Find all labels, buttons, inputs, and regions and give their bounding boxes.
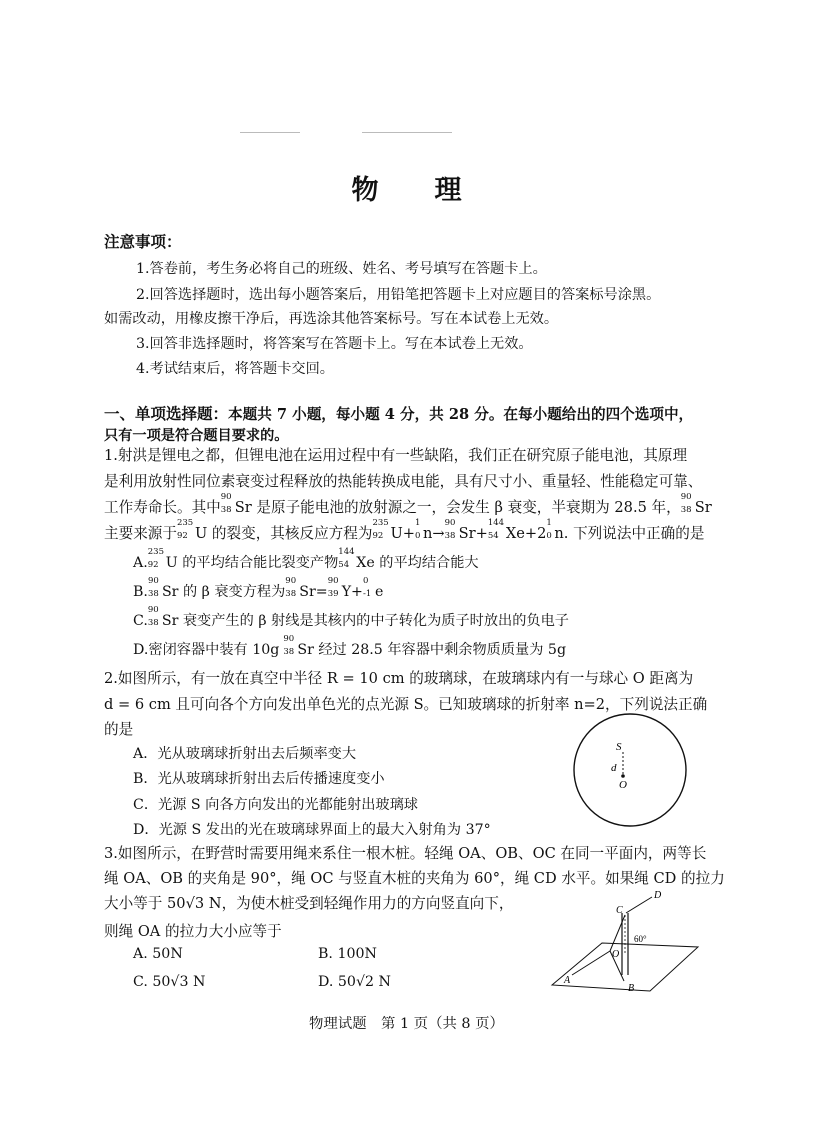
isotope-sr90: 90 38 xyxy=(680,492,692,515)
page-title: 物 理 xyxy=(351,175,462,206)
scan-mark xyxy=(362,132,452,133)
q2-option-a: A．光从玻璃球折射出去后频率变大 xyxy=(133,746,357,762)
isotope-sr90: 90 38 xyxy=(285,576,297,599)
notice-item: 4.考试结束后，将答题卡交回。 xyxy=(136,361,334,377)
q3-line: 3.如图所示，在野营时需要用绳来系住一根木桩。轻绳 OA、OB、OC 在同一平面内，两等长 xyxy=(104,845,707,862)
q3-option-a: A. 50N xyxy=(133,946,183,962)
isotope-y90: 90 39 xyxy=(327,576,339,599)
point-o xyxy=(621,774,625,778)
isotope-sr90: 90 38 xyxy=(147,605,159,628)
notice-item: 1.答卷前，考生务必将自己的班级、姓名、考号填写在答题卡上。 xyxy=(136,261,547,277)
scan-mark xyxy=(240,132,300,133)
q3-line: 则绳 OA 的拉力大小应等于 xyxy=(104,923,282,940)
isotope-xe144: 144 54 xyxy=(487,518,505,541)
rope-cd xyxy=(626,897,652,913)
label-d: d xyxy=(611,762,617,774)
q2-option-b: B．光从玻璃球折射出去后传播速度变小 xyxy=(133,771,385,787)
isotope-u235: 235 92 xyxy=(147,547,164,570)
q1-line: 1.射洪是锂电之都，但锂电池在运用过程中有一些缺陷，我们正在研究原子能电池，其原理 xyxy=(104,447,688,464)
section-title: 一、单项选择题： xyxy=(104,404,229,423)
page-footer: 物理试题 第 1 页（共 8 页） xyxy=(309,1016,504,1032)
q2-line: 的是 xyxy=(104,721,134,738)
notice-heading: 注意事项： xyxy=(104,232,182,251)
isotope-u235: 235 92 xyxy=(372,518,389,541)
isotope-neutron: 1 0 xyxy=(546,518,552,541)
section-desc-2: 只有一项是符合题目要求的。 xyxy=(104,428,289,444)
notice-item: 3.回答非选择题时，将答案写在答题卡上。写在本试卷上无效。 xyxy=(136,336,533,352)
section-desc: 本题共 7 小题，每小题 4 分，共 28 分。在每小题给出的四个选项中， xyxy=(228,406,694,423)
q3-line: 绳 OA、OB 的夹角是 90°，绳 OC 与竖直木桩的夹角为 60°，绳 CD 水平。如果绳 CD 的拉力 xyxy=(104,870,725,887)
q2-line: 2.如图所示，有一放在真空中半径 R = 10 cm 的玻璃球，在玻璃球内有一与球心 O 距离为 xyxy=(104,670,694,687)
isotope-sr90: 90 38 xyxy=(283,634,295,657)
notice-item: 如需改动，用橡皮擦干净后，再选涂其他答案标号。写在本试卷上无效。 xyxy=(104,311,559,327)
isotope-sr90: 90 38 xyxy=(220,492,232,515)
section-heading xyxy=(104,402,693,424)
label-b: B xyxy=(628,983,635,994)
rope-oc xyxy=(610,915,625,951)
isotope-u235: 235 92 xyxy=(176,518,194,541)
q3-option-c: C. 50√3 N xyxy=(133,974,206,990)
q3-option-d: D. 50√2 N xyxy=(318,974,391,990)
label-c: C xyxy=(616,905,623,916)
q3-option-b: B. 100N xyxy=(318,946,377,962)
notice-item: 2.回答选择题时，选出每小题答案后，用铅笔把答题卡上对应题目的答案标号涂黑。 xyxy=(136,287,661,303)
label-d: D xyxy=(654,890,662,901)
label-angle: 60° xyxy=(634,934,647,944)
q2-option-d: D．光源 S 发出的光在玻璃球界面上的最大入射角为 37° xyxy=(133,822,491,838)
label-o: O xyxy=(619,779,627,791)
q2-option-c: C．光源 S 向各方向发出的光都能射出玻璃球 xyxy=(133,797,418,813)
label-o: O xyxy=(612,949,620,960)
q1-option-c: C. 90 38 Sr 衰变产生的 β 射线是其核内的中子转化为质子时放出的负电子 xyxy=(133,605,569,629)
isotope-neutron: 1 0 xyxy=(415,518,421,541)
isotope-sr90: 90 38 xyxy=(444,518,456,541)
q1-option-b: B. 90 38 Sr 的 β 衰变方程为 90 38 Sr= 90 39 Y+ 0 -1 e xyxy=(133,576,384,600)
ground-plane xyxy=(552,943,698,991)
label-a: A xyxy=(564,975,571,986)
q1-option-d: D.密闭容器中装有 10g 90 38 Sr 经过 28.5 年容器中剩余物质质量为 5g xyxy=(133,634,567,658)
q1-line: 是利用放射性同位素衰变过程释放的热能转换成电能，具有尺寸小、重量轻、性能稳定可靠、 xyxy=(104,473,703,490)
sphere-outline xyxy=(574,714,686,826)
q2-line: d = 6 cm 且可向各个方向发出单色光的点光源 S。已知玻璃球的折射率 n=2，下列说法正确 xyxy=(104,696,708,713)
isotope-electron: 0 -1 xyxy=(362,576,372,599)
stake-rope-figure xyxy=(550,885,700,997)
q3-line: 大小等于 50√3 N，为使木桩受到轻绳作用力的方向竖直向下， xyxy=(104,895,514,912)
q1-line: 主要来源于 235 92 U 的裂变，其核反应方程为 235 92 U+ 1 0 n→ 90 38 Sr+ 144 54 Xe+2 1 0 n. 下列说法中正确的是 xyxy=(104,518,705,542)
isotope-xe144: 144 54 xyxy=(338,547,355,570)
q1-option-a: A. 235 92 U 的平均结合能比裂变产物 144 54 Xe 的平均结合能大 xyxy=(133,547,479,571)
q1-line: 工作寿命长。其中 90 38 Sr 是原子能电池的放射源之一，会发生 β 衰变，半衰期为 28.5 年， 90 38 Sr xyxy=(104,492,712,516)
isotope-sr90: 90 38 xyxy=(147,576,159,599)
glass-sphere-figure xyxy=(570,710,690,830)
label-s: S xyxy=(616,741,622,753)
